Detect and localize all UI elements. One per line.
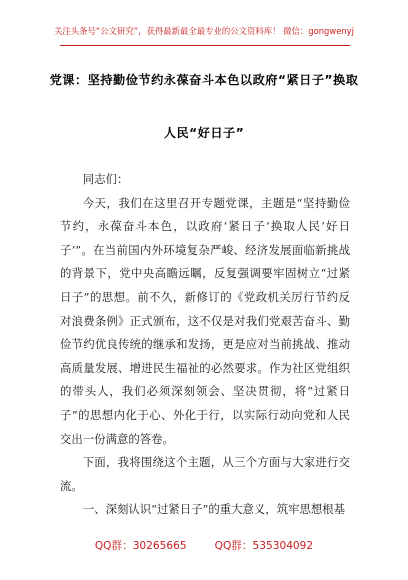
document-title-line-1: 党课：坚持勤俭节约永葆奋斗本色以政府“紧日子”换取 bbox=[49, 73, 359, 87]
document-body bbox=[60, 168, 350, 522]
footer-qq-group-1: QQ群：30265665 bbox=[94, 540, 187, 552]
header-divider bbox=[60, 45, 350, 46]
footer-note bbox=[0, 538, 408, 553]
document-title-line-2: 人民“好日子” bbox=[163, 126, 245, 140]
body-paragraph: 下面，我将围绕这个主题，从三个方面与大家进行交流。 bbox=[60, 455, 350, 493]
header-note: 关注头条号“公文研究”，获得最新最全最专业的公文资料库！ 微信：gongwenyj bbox=[54, 26, 354, 36]
salutation-paragraph: 同志们： bbox=[82, 172, 129, 186]
footer-qq-group-2: QQ群：535304092 bbox=[214, 540, 314, 552]
body-paragraph: 今天，我们在这里召开专题党课，主题是“坚持勤俭节约，永葆奋斗本色，以政府‘紧日子’换取人民‘好日子’”。在当前国内外环境复杂严峻、经济发展面临新挑战的背景下，党中央高瞻远瞩，反复强调要牢固树立“过紧日子”的思想。前不久，新修订的《党政机关厉行节约反对浪费条例》正式颁布，这不仅是对我们党艰苦奋斗、勤俭节约优良传统的继承和发扬，更是应对当前挑战、推动高质量发展、增进民生福祉的必然要求。作为社区党组织的带头人，我们必须深刻领会、坚决贯彻，将“过紧日子”的思想内化于心、外化于行，以实际行动向党和人民交出一份满意的答卷。 bbox=[60, 195, 350, 446]
section-heading-paragraph: 一、深刻认识“过紧日子”的重大意义，筑牢思想根基 bbox=[82, 502, 346, 517]
